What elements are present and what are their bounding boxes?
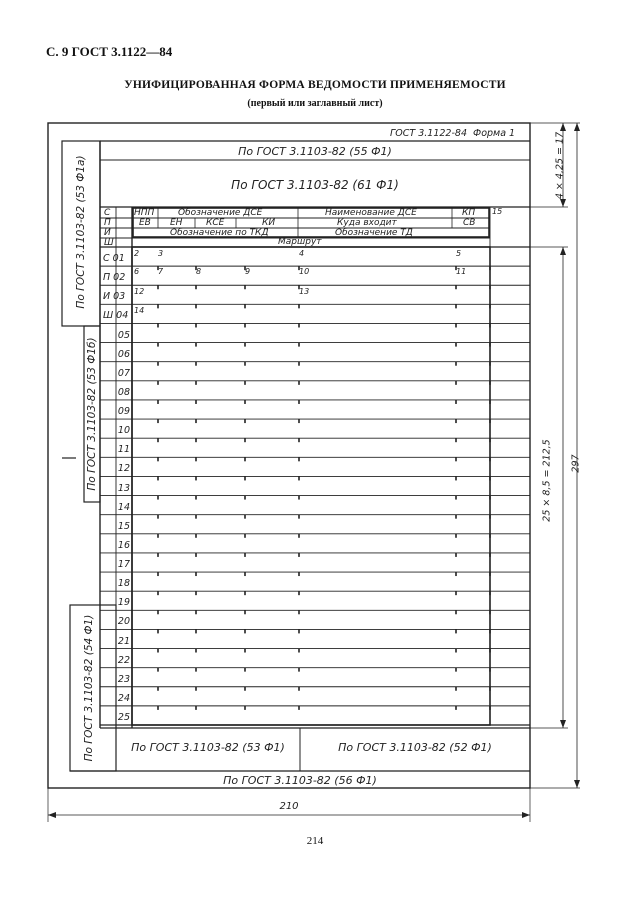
bottom-block-52f1: По ГОСТ 3.1103-82 (52 Ф1) <box>338 741 492 754</box>
row-c-code: С <box>104 208 111 218</box>
col-number: 11 <box>456 267 467 276</box>
col-number: 8 <box>196 267 202 276</box>
left-block-53f1a: По ГОСТ 3.1103-82 (53 Ф1а) <box>75 155 87 309</box>
kp-label: КП <box>462 208 476 218</box>
dim-rows-212: 25 × 8,5 = 212,5 <box>541 439 553 522</box>
page-reference: С. 9 ГОСТ 3.1122—84 <box>46 44 173 59</box>
col-number: 6 <box>134 267 140 276</box>
kse-label: КСЕ <box>206 218 225 228</box>
dse-name-label: Наименование ДСЕ <box>325 208 417 218</box>
row-label: И 03 <box>103 291 126 303</box>
row-label: 21 <box>117 635 130 647</box>
row-p-code: П <box>104 218 111 228</box>
row-label: 05 <box>117 329 130 341</box>
row-label: Ш 04 <box>103 310 129 322</box>
row-label: 19 <box>117 597 130 609</box>
row-label: 17 <box>117 559 130 571</box>
route-label: Маршрут <box>278 237 322 247</box>
col-number: 2 <box>134 249 140 258</box>
row-label: 23 <box>117 673 130 685</box>
left-block-53f1b: По ГОСТ 3.1103-82 (53 Ф1б) <box>86 337 98 491</box>
ev-label: ЕВ <box>139 218 151 228</box>
page-number: 214 <box>306 835 324 847</box>
row-label: С 01 <box>103 253 125 265</box>
dse-designation-label: Обозначение ДСЕ <box>178 208 263 218</box>
where-used-label: Куда входит <box>337 218 397 228</box>
col-number: 3 <box>158 249 164 258</box>
col-number: 12 <box>134 287 145 296</box>
col-number: 9 <box>245 267 251 276</box>
top-block-61: По ГОСТ 3.1103-82 (61 Ф1) <box>231 178 399 192</box>
dim-width-210: 210 <box>279 801 299 812</box>
row-i-code: И <box>104 228 111 238</box>
row-label: 07 <box>117 367 130 379</box>
ki-label: КИ <box>262 218 276 228</box>
row-label: 12 <box>117 463 130 475</box>
row-label: 20 <box>117 616 130 628</box>
row-label: 06 <box>117 348 130 360</box>
row-label: 11 <box>117 444 130 456</box>
dim-top-17: 4 × 4,25 = 17 <box>554 131 566 200</box>
tkd-designation-label: Обозначение по ТКД <box>170 228 269 238</box>
row-label: 24 <box>117 692 130 704</box>
row-label: 25 <box>117 712 130 723</box>
col-number: 13 <box>299 287 310 296</box>
col-15-number: 15 <box>492 207 503 216</box>
standard-label: ГОСТ 3.1122-84 Форма 1 <box>390 128 516 139</box>
col-number: 4 <box>299 249 305 258</box>
left-block-54f1: По ГОСТ 3.1103-82 (54 Ф1) <box>83 614 95 762</box>
row-label: 15 <box>117 520 130 532</box>
col-number: 10 <box>299 267 310 276</box>
row-label: 08 <box>117 386 130 398</box>
row-label: П 02 <box>103 272 126 284</box>
top-block-55: По ГОСТ 3.1103-82 (55 Ф1) <box>238 145 392 158</box>
row-label: 13 <box>117 482 130 494</box>
form-subtitle: (первый или заглавный лист) <box>247 98 383 109</box>
row-label: 22 <box>117 654 130 666</box>
sv-label: СВ <box>463 218 476 228</box>
td-designation-label: Обозначение ТД <box>335 228 413 238</box>
row-label: 10 <box>117 425 130 437</box>
bottom-strip-56f1: По ГОСТ 3.1103-82 (56 Ф1) <box>223 774 377 787</box>
outer-frame <box>48 123 530 788</box>
form-title: УНИФИЦИРОВАННАЯ ФОРМА ВЕДОМОСТИ ПРИМЕНЯЕМОСТИ <box>124 79 506 91</box>
bottom-block-53f1: По ГОСТ 3.1103-82 (53 Ф1) <box>131 741 285 754</box>
en-label: ЕН <box>170 218 183 228</box>
row-label: 16 <box>117 539 130 551</box>
col-number: 14 <box>134 306 145 315</box>
col-number: 5 <box>456 249 462 258</box>
row-sh-code: Ш <box>104 238 114 248</box>
row-label: 18 <box>117 578 130 590</box>
col-number: 7 <box>158 267 164 276</box>
row-label: 14 <box>117 501 130 513</box>
row-label: 09 <box>117 406 130 418</box>
npp-label: НПП <box>134 208 155 218</box>
dim-height-297: 297 <box>570 454 582 473</box>
